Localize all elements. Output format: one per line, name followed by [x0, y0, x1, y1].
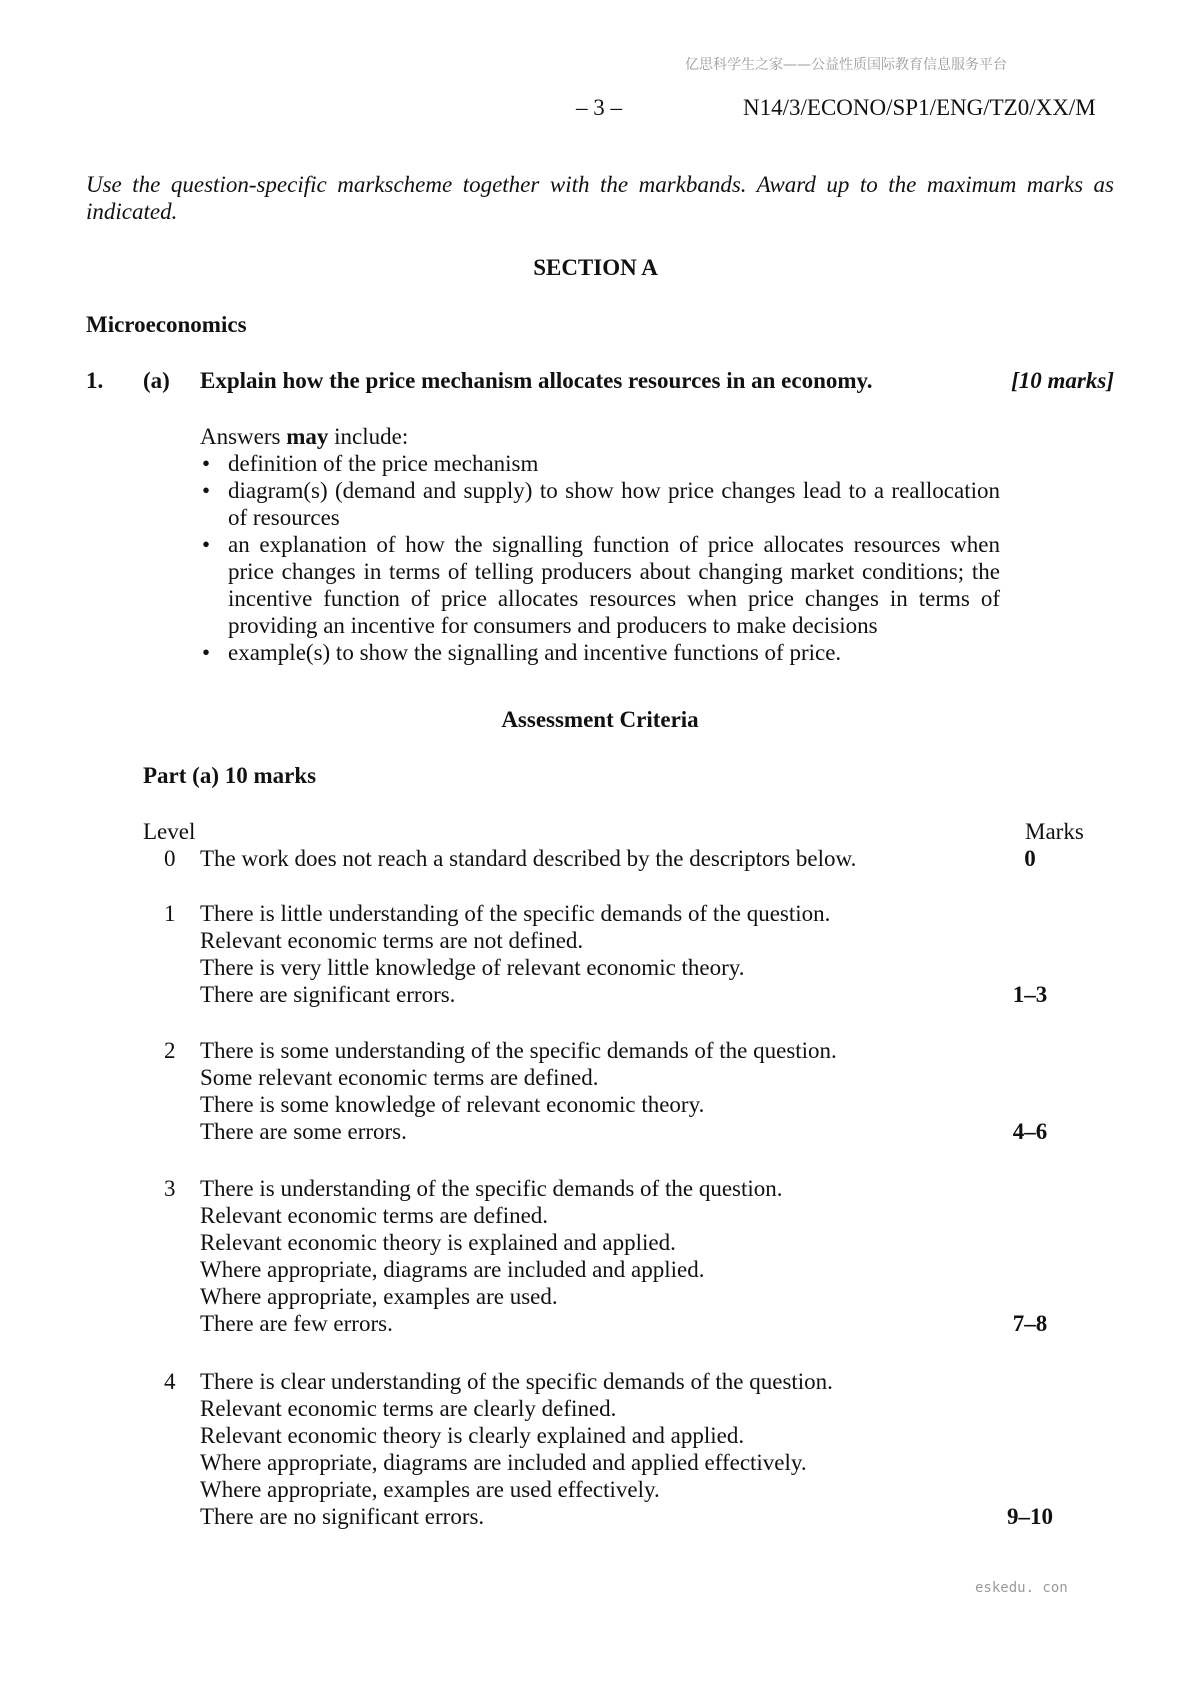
- part-title: Part (a) 10 marks: [143, 763, 317, 788]
- list-item: [200, 450, 1000, 477]
- topic-heading: Microeconomics: [86, 312, 247, 337]
- level-descriptor: [200, 1037, 837, 1145]
- answer-points-list: [200, 450, 1000, 666]
- level-number: 3: [164, 1176, 176, 1201]
- question-part: (a): [143, 368, 170, 393]
- intro-emphasis: may: [286, 424, 329, 449]
- level-descriptor: [200, 900, 830, 1008]
- descriptor-line: The work does not reach a standard described by the descriptors below.: [200, 846, 857, 871]
- level-number: 1: [164, 901, 176, 926]
- instructions: Use the question-specific markscheme together with the markbands. Award up to the maximum marks as indicated.: [86, 172, 1114, 224]
- intro-prefix: Answers: [200, 424, 287, 449]
- level-descriptor: [200, 845, 856, 872]
- level-number: 2: [164, 1038, 176, 1063]
- level-descriptor: [200, 1368, 833, 1530]
- descriptor-line: There are significant errors.: [200, 982, 456, 1007]
- level-header: Level: [143, 819, 196, 844]
- descriptor-line: Where appropriate, diagrams are included and applied.: [200, 1257, 705, 1282]
- marks-header: Marks: [1025, 819, 1084, 844]
- level-marks: 9–10: [1007, 1504, 1053, 1529]
- list-item: [200, 477, 1000, 531]
- level-marks: 0: [1024, 846, 1036, 871]
- bullet-icon: •: [202, 532, 211, 557]
- watermark-bottom: eskedu. con: [975, 1580, 1068, 1596]
- descriptor-line: There is clear understanding of the specific demands of the question.: [200, 1369, 833, 1394]
- descriptor-line: There is understanding of the specific demands of the question.: [200, 1176, 783, 1201]
- document-reference: N14/3/ECONO/SP1/ENG/TZ0/XX/M: [743, 95, 1096, 120]
- intro-suffix: include:: [328, 424, 409, 449]
- bullet-icon: •: [202, 451, 211, 476]
- descriptor-line: There is some understanding of the specific demands of the question.: [200, 1038, 837, 1063]
- descriptor-line: Relevant economic theory is clearly explained and applied.: [200, 1423, 745, 1448]
- answers-intro: [200, 423, 408, 450]
- descriptor-line: Relevant economic terms are not defined.: [200, 928, 584, 953]
- descriptor-line: There is very little knowledge of relevant economic theory.: [200, 955, 745, 980]
- level-marks: 7–8: [1012, 1311, 1048, 1336]
- descriptor-line: Relevant economic theory is explained and applied.: [200, 1230, 676, 1255]
- watermark-top: 亿思科学生之家——公益性质国际教育信息服务平台: [685, 57, 1007, 73]
- descriptor-line: Where appropriate, diagrams are included and applied effectively.: [200, 1450, 807, 1475]
- bullet-icon: •: [202, 478, 211, 503]
- descriptor-line: Relevant economic terms are defined.: [200, 1203, 549, 1228]
- descriptor-line: Where appropriate, examples are used.: [200, 1284, 558, 1309]
- question-number: 1.: [86, 368, 104, 393]
- descriptor-line: Some relevant economic terms are defined.: [200, 1065, 599, 1090]
- bullet-text: example(s) to show the signalling and incentive functions of price.: [228, 640, 842, 665]
- descriptor-line: There are few errors.: [200, 1311, 393, 1336]
- descriptor-line: Where appropriate, examples are used effectively.: [200, 1477, 660, 1502]
- level-number: 4: [164, 1369, 176, 1394]
- page-number: – 3 –: [576, 95, 622, 120]
- question-marks: [10 marks]: [1011, 368, 1114, 393]
- level-marks: 1–3: [1012, 982, 1048, 1007]
- descriptor-line: There are some errors.: [200, 1119, 407, 1144]
- level-marks: 4–6: [1012, 1119, 1048, 1144]
- descriptor-line: There is little understanding of the specific demands of the question.: [200, 901, 831, 926]
- bullet-icon: •: [202, 640, 211, 665]
- level-number: 0: [164, 846, 176, 871]
- descriptor-line: Relevant economic terms are clearly defined.: [200, 1396, 617, 1421]
- bullet-text: diagram(s) (demand and supply) to show how price changes lead to a reallocation of resources: [228, 478, 1000, 530]
- list-item: [200, 639, 1000, 666]
- question-text: Explain how the price mechanism allocates resources in an economy.: [200, 368, 873, 393]
- assessment-criteria-title: Assessment Criteria: [501, 707, 699, 732]
- section-title: SECTION A: [533, 255, 658, 280]
- descriptor-line: There are no significant errors.: [200, 1504, 485, 1529]
- descriptor-line: There is some knowledge of relevant economic theory.: [200, 1092, 705, 1117]
- bullet-text: an explanation of how the signalling function of price allocates resources when price changes in terms of telling producers about changing market conditions; the incentive function of price allocates resources when price changes in terms of providing an incentive for consumers and producers to make decisions: [228, 532, 1000, 638]
- level-descriptor: [200, 1175, 783, 1337]
- list-item: [200, 531, 1000, 639]
- bullet-text: definition of the price mechanism: [228, 451, 539, 476]
